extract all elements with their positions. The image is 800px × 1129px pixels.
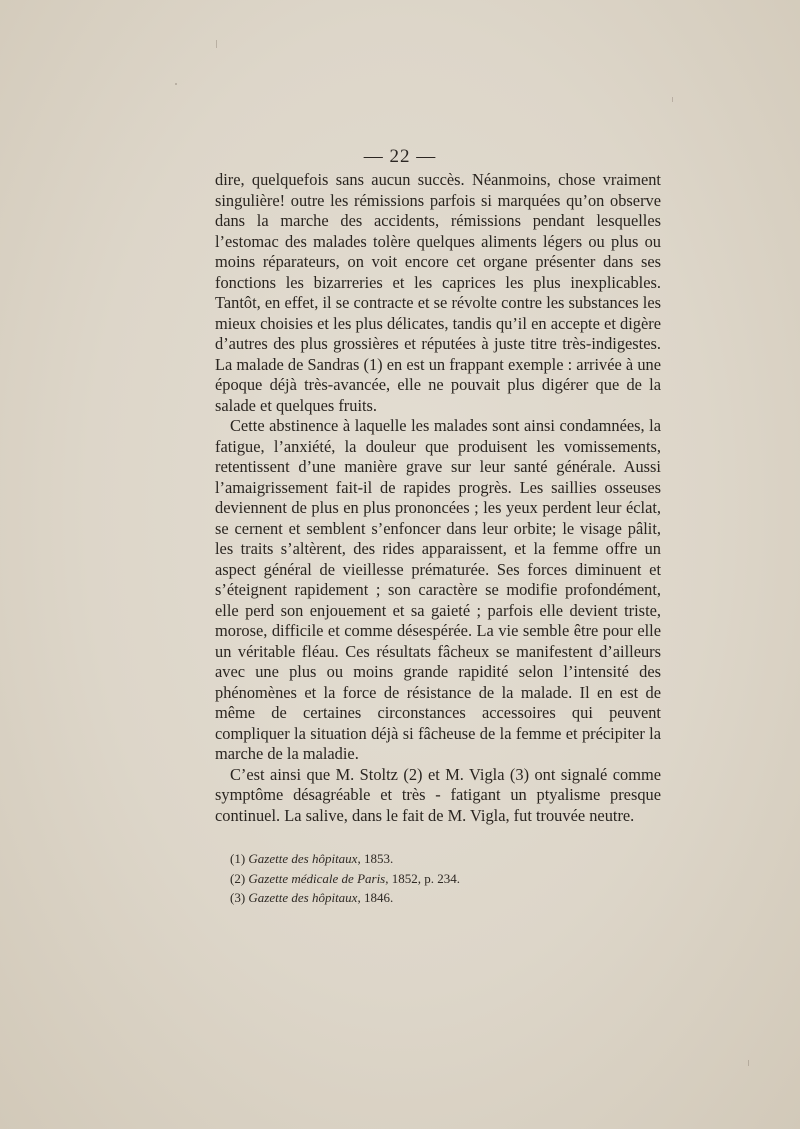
paragraph: C’est ainsi que M. Stoltz (2) et M. Vigla (3) ont signalé comme symptôme désagréable et très - fatigant un ptyalisme presque continuel. La salive, dans le fait de M. Vigla, fut trouvée neutre. <box>215 764 661 825</box>
footnote-detail: , 1853. <box>357 851 394 866</box>
footnote <box>230 888 660 908</box>
paper-speck <box>672 97 673 102</box>
footnote-marker: (3) <box>230 890 246 905</box>
paragraph: dire, quelquefois sans aucun succès. Néanmoins, chose vraiment singulière! outre les rémissions parfois si marquées qu’on observe dans la marche des accidents, rémissions pendant lesquelles l’estomac des malades tolère quelques aliments légers ou plus ou moins réparateurs, on voit encore cet organe présenter dans ses fonctions les bizarreries et les caprices les plus inexplicables. Tantôt, en effet, il se contracte et se révolte contre les substances les mieux choisies et les plus délicates, tandis qu’il en accepte et digère d’autres des plus grossières et réputées à juste titre très-indigestes. La malade de Sandras (1) en est un frappant exemple : arrivée à une époque déjà très-avancée, elle ne pouvait plus digérer que de la salade et quelques fruits. <box>215 170 661 415</box>
footnote-source: Gazette des hôpitaux <box>248 851 358 866</box>
footnote-detail: , 1852, p. 234. <box>385 870 460 886</box>
footnote <box>230 869 660 889</box>
paper-speck <box>216 40 217 48</box>
page-number: — 22 — <box>363 146 437 167</box>
footnote-detail: , 1846. <box>357 890 394 905</box>
paper-speck <box>748 1060 749 1066</box>
footnote-source: Gazette médicale de Paris <box>248 870 386 886</box>
footnote-marker: (1) <box>230 851 246 866</box>
footnote-marker: (2) <box>230 870 246 886</box>
footnote-source: Gazette des hôpitaux <box>248 890 358 905</box>
footnotes <box>230 849 660 908</box>
body-text <box>215 170 661 826</box>
footnote <box>230 849 660 869</box>
paragraph: Cette abstinence à laquelle les malades sont ainsi condamnées, la fatigue, l’anxiété, la douleur que produisent les vomissements, retentissent d’une manière grave sur leur santé générale. Aussi l’amaigrissement fait-il de rapides progrès. Les saillies osseuses deviennent de plus en plus prononcées ; les yeux perdent leur éclat, se cernent et semblent s’enfoncer dans leur orbite; le visage pâlit, les traits s’altèrent, des rides apparaissent, et la femme offre un aspect général de vieillesse prématurée. Ses forces diminuent et s’éteignent rapidement ; son caractère se modifie profondément, elle perd son enjouement et sa gaieté ; parfois elle devient triste, morose, difficile et comme désespérée. La vie semble être pour elle un véritable fléau. Ces résultats fâcheux se manifestent d’ailleurs avec une plus ou moins grande rapidité selon l’intensité des phénomènes et la force de résistance de la malade. Il en est de même de certaines circonstances accessoires qui peuvent compliquer la situation déjà si fâcheuse de la femme et précipiter la marche de la maladie. <box>215 416 661 763</box>
paper-speck <box>175 83 177 85</box>
